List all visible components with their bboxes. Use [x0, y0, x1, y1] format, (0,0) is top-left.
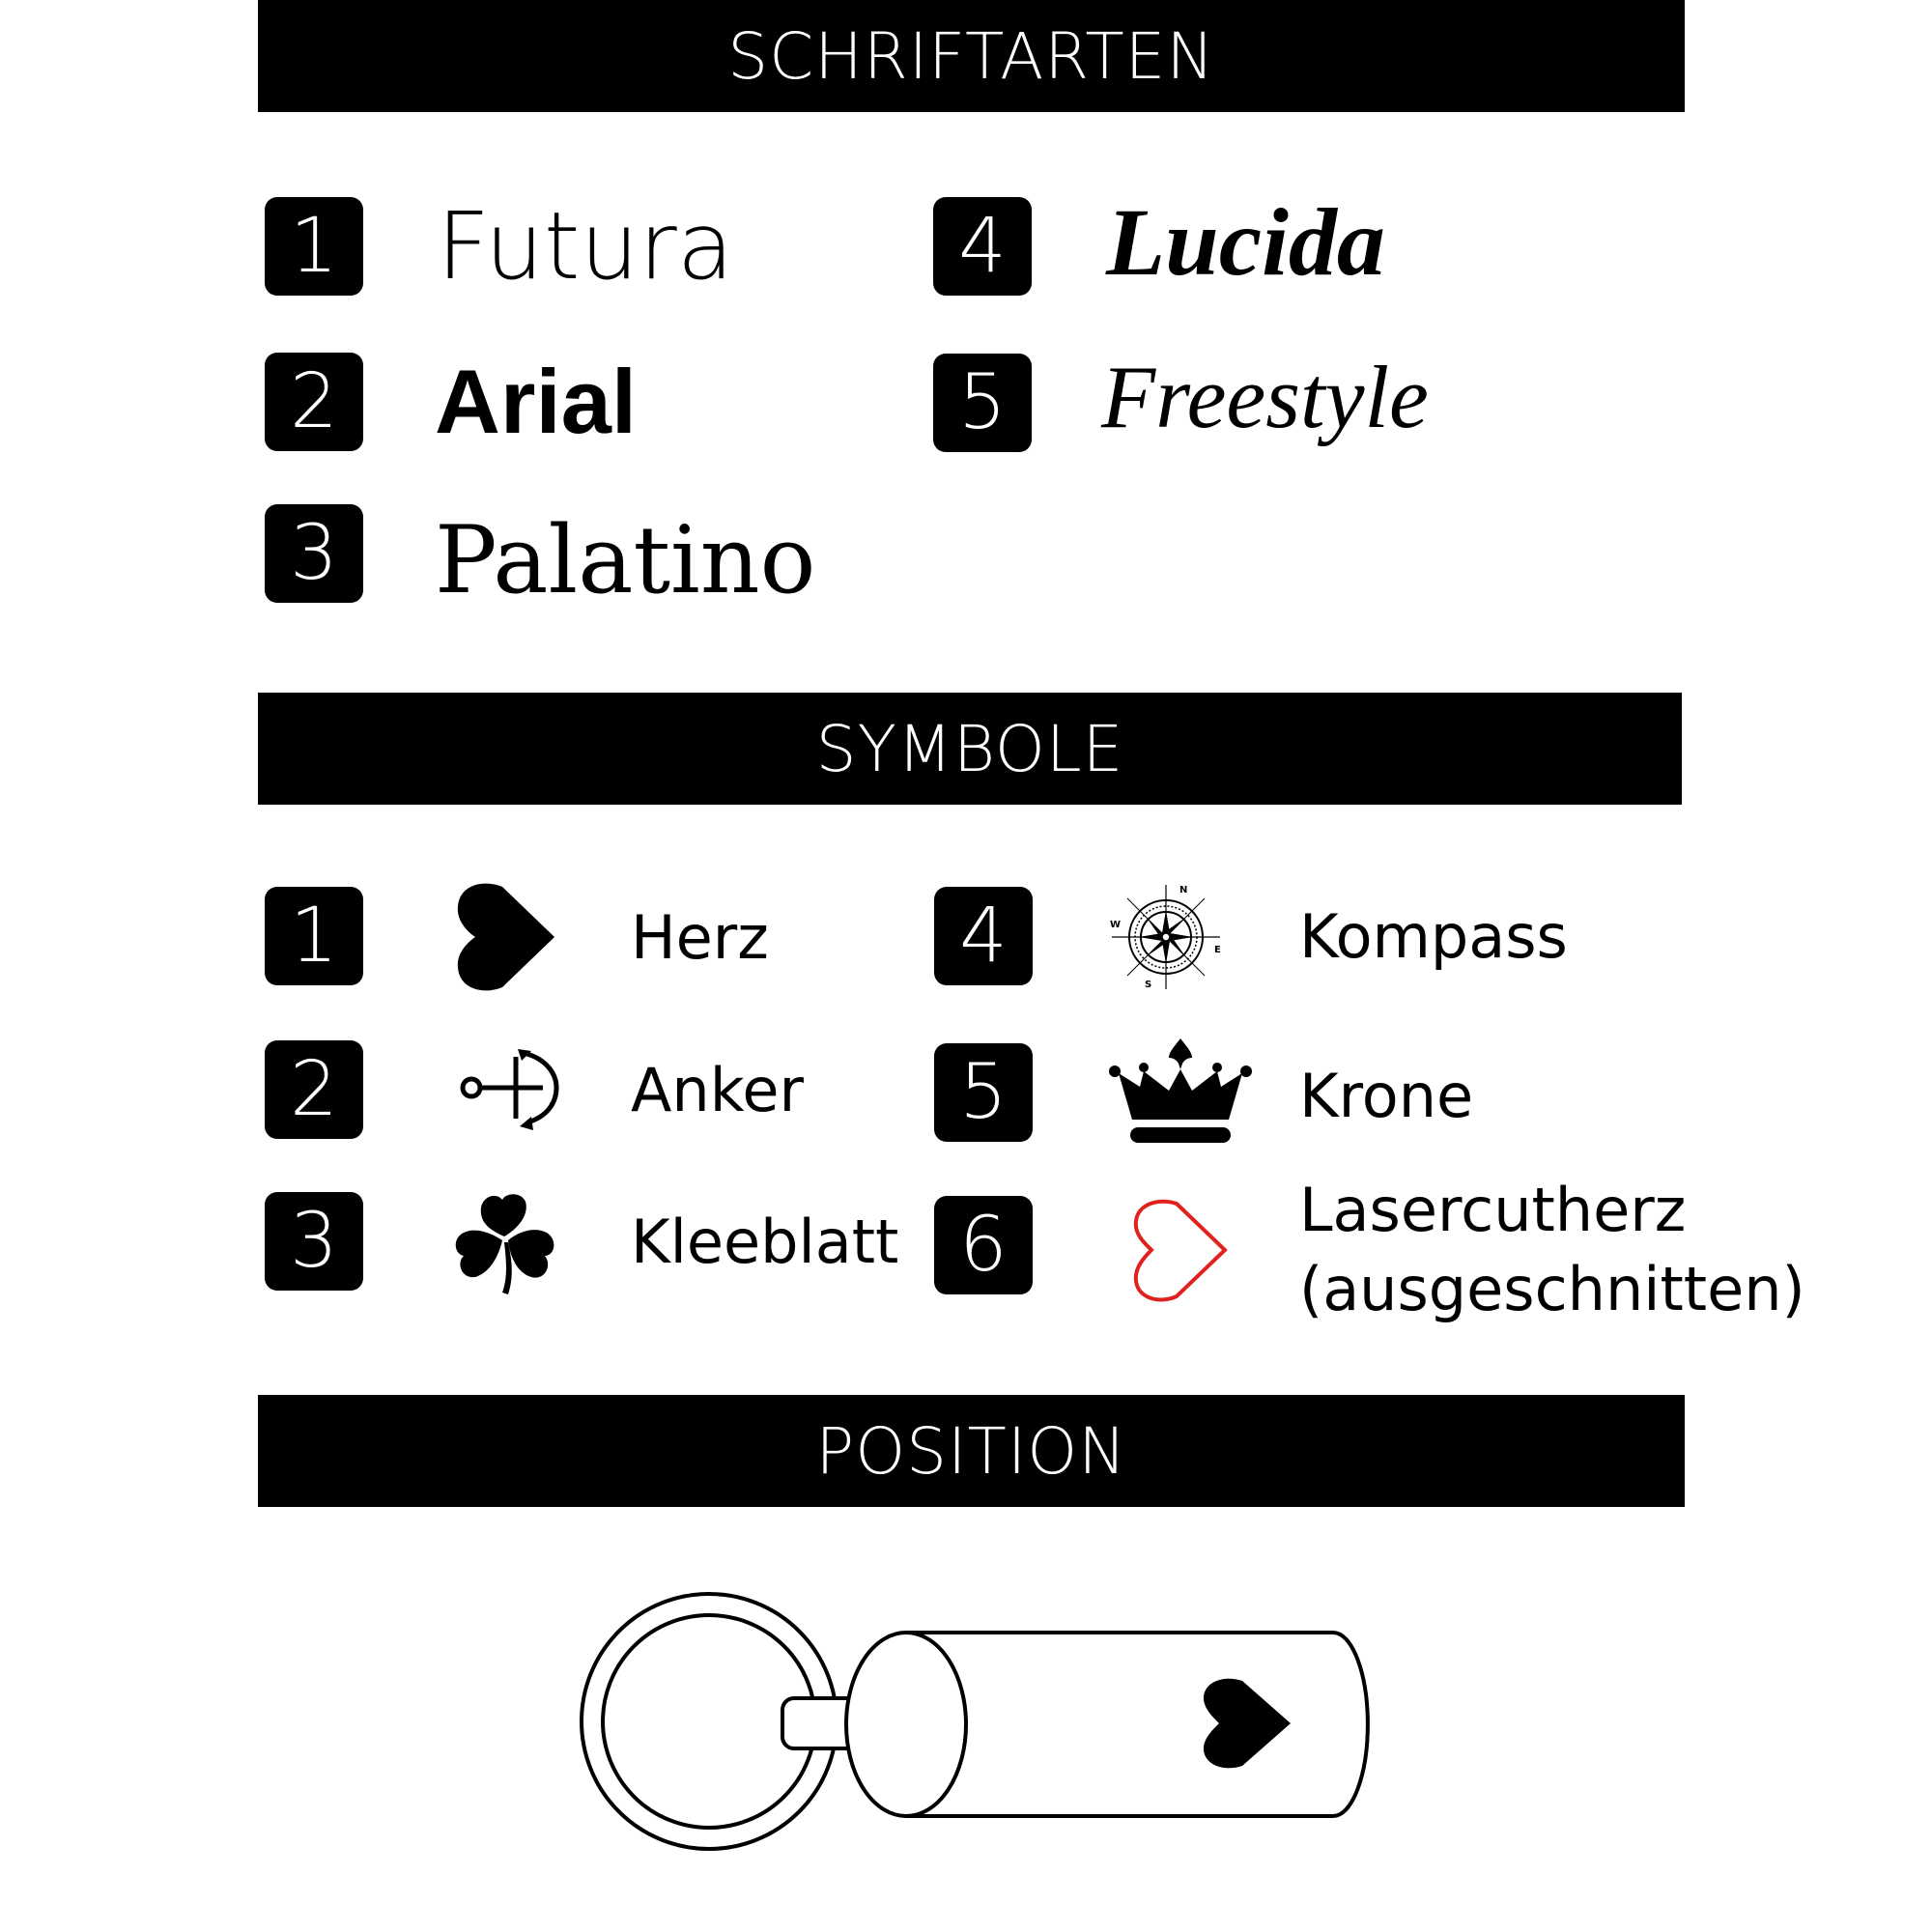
compass-letter-n: N — [1179, 885, 1188, 895]
compass-letter-w: W — [1110, 920, 1122, 930]
compass-icon — [1106, 881, 1226, 993]
symbol-label-line: Lasercutherz — [1299, 1175, 1687, 1245]
font-number-badge: 2 — [265, 353, 363, 451]
symbol-number-badge: 5 — [934, 1043, 1033, 1142]
font-number-badge: 1 — [265, 197, 363, 296]
anchor-icon — [454, 1043, 562, 1132]
outline-heart-icon — [1128, 1196, 1231, 1308]
heart-icon — [454, 881, 560, 995]
fonts-section-title: SCHRIFTARTEN — [727, 18, 1215, 94]
crown-icon — [1103, 1038, 1258, 1145]
symbol-label-kleeblatt: Kleeblatt — [631, 1206, 899, 1277]
symbol-label-lasercutherz — [1299, 1171, 1805, 1329]
clover-icon — [452, 1188, 558, 1296]
symbol-label-kompass: Kompass — [1299, 900, 1568, 972]
font-option-lucida: Lucida — [1106, 187, 1385, 296]
font-number-badge: 5 — [933, 354, 1032, 452]
compass-letter-e: E — [1214, 945, 1221, 955]
symbol-number-badge: 1 — [265, 887, 363, 985]
keychain-illustration — [580, 1565, 1372, 1874]
position-section-header — [258, 1395, 1685, 1507]
font-number-badge: 3 — [265, 504, 363, 603]
compass-letter-s: S — [1145, 980, 1152, 990]
font-option-arial: Arial — [435, 351, 637, 452]
symbol-label-krone: Krone — [1299, 1060, 1474, 1131]
symbols-section-header — [258, 693, 1682, 805]
font-number-badge: 4 — [933, 197, 1032, 296]
font-option-freestyle: Freestyle — [1101, 348, 1429, 446]
symbol-number-badge: 2 — [265, 1040, 363, 1139]
symbol-label-line: (ausgeschnitten) — [1299, 1254, 1805, 1324]
fonts-section-header — [258, 0, 1685, 112]
symbol-number-badge: 6 — [934, 1196, 1033, 1294]
symbol-label-herz: Herz — [631, 901, 769, 973]
symbol-label-anker: Anker — [631, 1054, 805, 1125]
symbol-number-badge: 4 — [934, 887, 1033, 985]
position-section-title: POSITION — [815, 1413, 1127, 1489]
symbols-section-title: SYMBOLE — [815, 711, 1124, 786]
symbol-number-badge: 3 — [265, 1192, 363, 1291]
font-option-futura: Futura — [437, 192, 734, 300]
font-option-palatino: Palatino — [435, 506, 816, 614]
